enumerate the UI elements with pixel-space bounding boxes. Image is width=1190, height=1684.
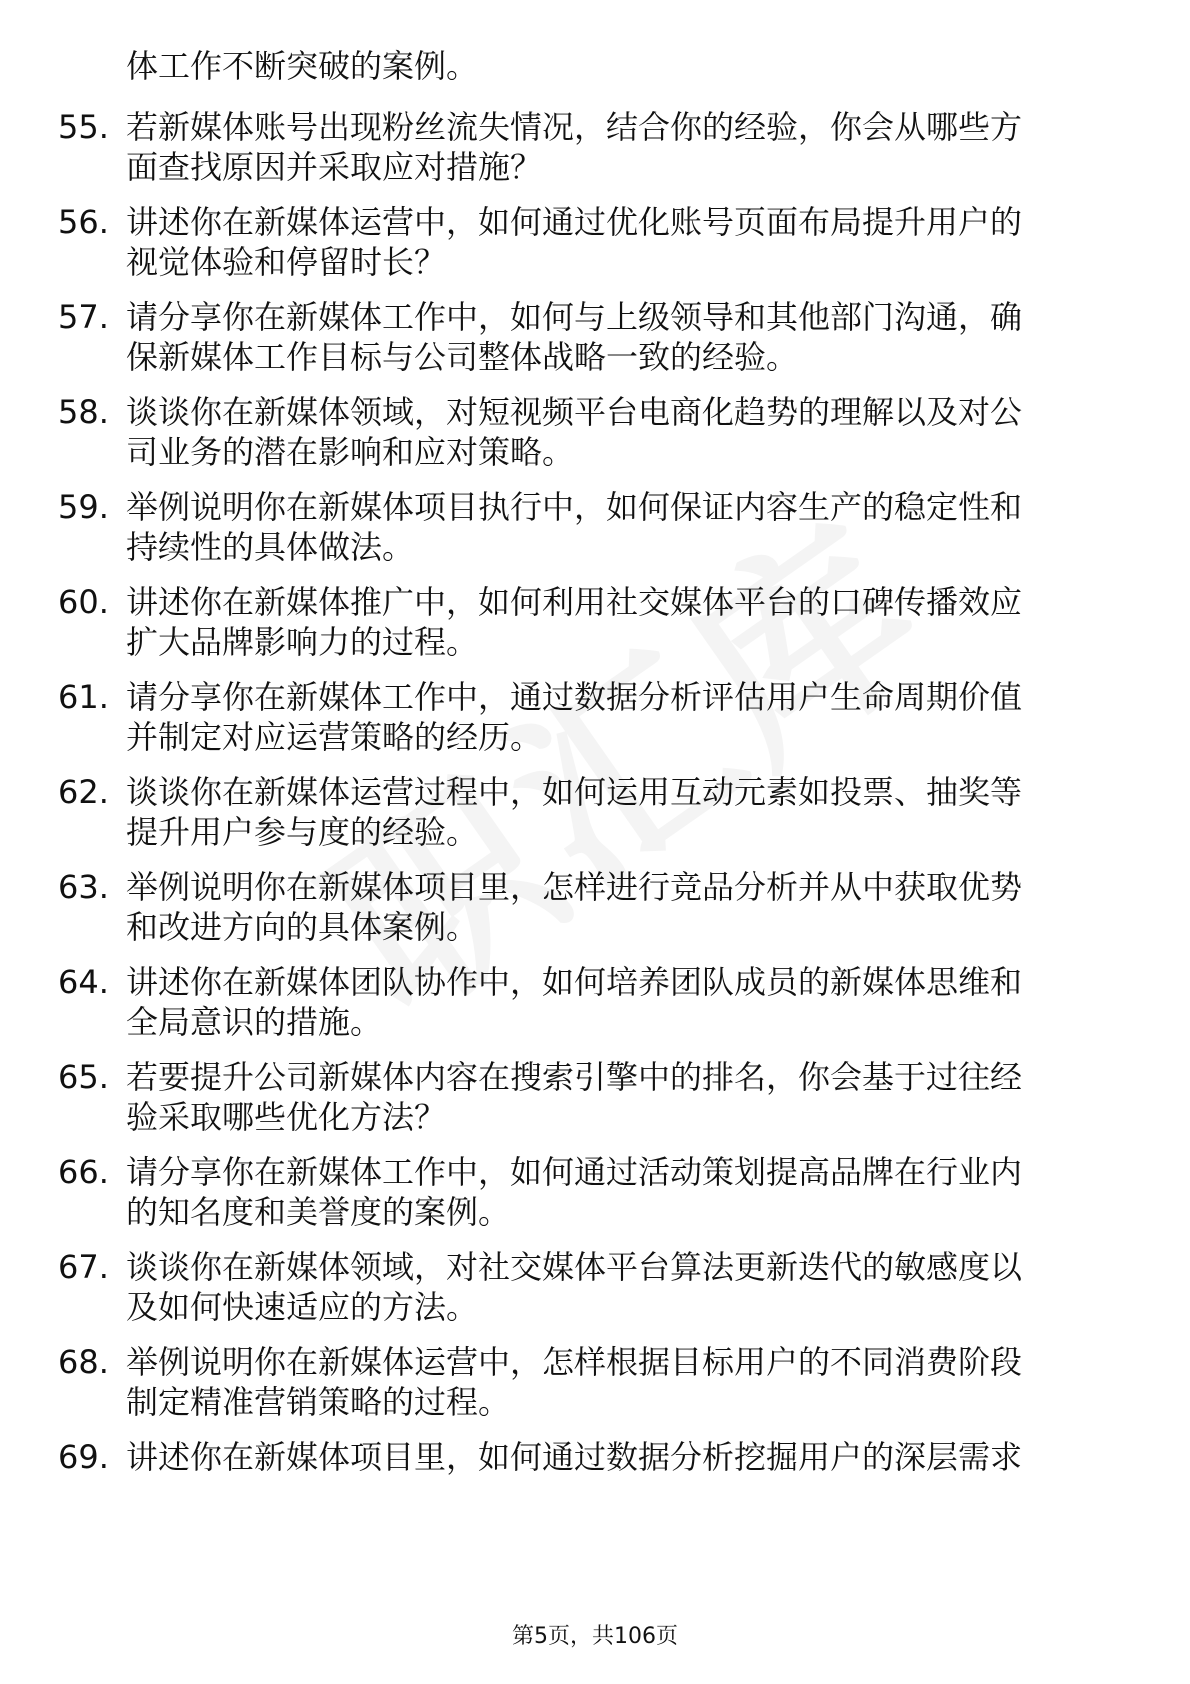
item-number: 56. xyxy=(58,203,109,241)
item-number: 57. xyxy=(58,298,109,336)
item-line: 制定精准营销策略的过程。 xyxy=(126,1383,511,1421)
item-line: 保新媒体工作目标与公司整体战略一致的经验。 xyxy=(126,338,799,376)
item-line: 讲述你在新媒体运营中，如何通过优化账号页面布局提升用户的 xyxy=(126,203,1023,241)
item-number: 65. xyxy=(58,1058,109,1096)
item-line: 扩大品牌影响力的过程。 xyxy=(126,623,479,661)
item-line: 谈谈你在新媒体领域，对短视频平台电商化趋势的理解以及对公 xyxy=(126,393,1023,431)
item-number: 67. xyxy=(58,1248,109,1286)
item-number: 68. xyxy=(58,1343,109,1381)
item-line: 讲述你在新媒体项目里，如何通过数据分析挖掘用户的深层需求 xyxy=(126,1438,1023,1476)
item-number: 69. xyxy=(58,1438,109,1476)
item-line: 并制定对应运营策略的经历。 xyxy=(126,718,543,756)
item-line: 全局意识的措施。 xyxy=(126,1003,383,1041)
item-number: 60. xyxy=(58,583,109,621)
item-line: 谈谈你在新媒体运营过程中，如何运用互动元素如投票、抽奖等 xyxy=(126,773,1023,811)
item-line: 谈谈你在新媒体领域，对社交媒体平台算法更新迭代的敏感度以 xyxy=(126,1248,1023,1286)
item-line: 提升用户参与度的经验。 xyxy=(126,813,479,851)
item-line: 持续性的具体做法。 xyxy=(126,528,415,566)
item-line: 若要提升公司新媒体内容在搜索引擎中的排名，你会基于过往经 xyxy=(126,1058,1023,1096)
item-line: 讲述你在新媒体团队协作中，如何培养团队成员的新媒体思维和 xyxy=(126,963,1023,1001)
item-number: 64. xyxy=(58,963,109,1001)
item-line: 及如何快速适应的方法。 xyxy=(126,1288,479,1326)
item-line: 举例说明你在新媒体运营中，怎样根据目标用户的不同消费阶段 xyxy=(126,1343,1023,1381)
item-line: 和改进方向的具体案例。 xyxy=(126,908,479,946)
item-number: 55. xyxy=(58,108,109,146)
item-line: 请分享你在新媒体工作中，如何与上级领导和其他部门沟通，确 xyxy=(126,298,1023,336)
item-number: 62. xyxy=(58,773,109,811)
item-line: 讲述你在新媒体推广中，如何利用社交媒体平台的口碑传播效应 xyxy=(126,583,1023,621)
item-line: 举例说明你在新媒体项目执行中，如何保证内容生产的稳定性和 xyxy=(126,488,1023,526)
item-line: 请分享你在新媒体工作中，通过数据分析评估用户生命周期价值 xyxy=(126,678,1023,716)
item-line: 司业务的潜在影响和应对策略。 xyxy=(126,433,575,471)
item-number: 59. xyxy=(58,488,109,526)
item-line: 举例说明你在新媒体项目里，怎样进行竞品分析并从中获取优势 xyxy=(126,868,1023,906)
item-number: 66. xyxy=(58,1153,109,1191)
item-line: 验采取哪些优化方法？ xyxy=(126,1098,447,1136)
item-line: 面查找原因并采取应对措施？ xyxy=(126,148,543,186)
page-footer: 第5页，共106页 xyxy=(512,1624,678,1649)
item-line: 若新媒体账号出现粉丝流失情况，结合你的经验，你会从哪些方 xyxy=(126,108,1023,146)
item-line: 视觉体验和停留时长？ xyxy=(126,243,447,281)
item-number: 63. xyxy=(58,868,109,906)
item-line: 请分享你在新媒体工作中，如何通过活动策划提高品牌在行业内 xyxy=(126,1153,1023,1191)
continuation-line: 体工作不断突破的案例。 xyxy=(126,47,479,85)
item-number: 58. xyxy=(58,393,109,431)
item-number: 61. xyxy=(58,678,109,716)
item-line: 的知名度和美誉度的案例。 xyxy=(126,1193,511,1231)
